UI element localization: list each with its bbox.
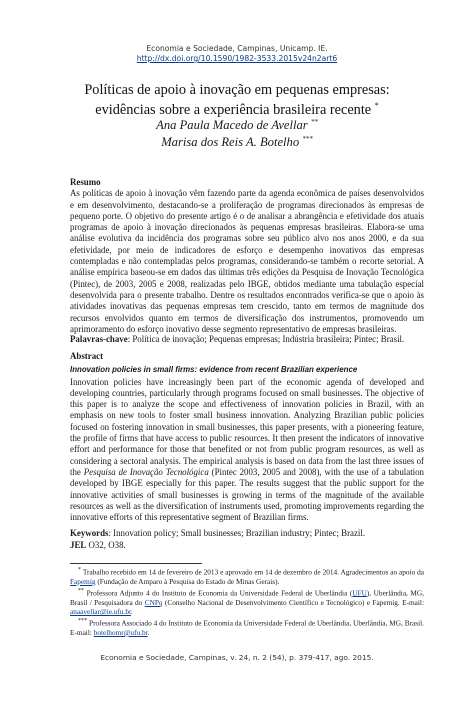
- jel-text: O32, O38.: [86, 540, 126, 550]
- title-line-1: Políticas de apoio à inovação em pequenas empresas:: [84, 82, 390, 98]
- resumo-section: [70, 177, 424, 335]
- footnote-2-text-b: ), Uberlândia, MG, Brasil / Pesquisadora do: [70, 588, 424, 607]
- palavras-chave-label: Palavras-chave: [70, 334, 128, 344]
- author-1-name: Ana Paula Macedo de Avellar: [156, 118, 308, 133]
- footnote-2-text-d: .: [131, 607, 133, 617]
- footnote-3-text-b: .: [147, 627, 150, 637]
- title-footnote-mark: *: [374, 101, 379, 110]
- footnote-1-text-b: (Fundação de Amparo à Pesquisa do Estado de Minas Gerais).: [95, 577, 280, 587]
- abstract-heading: Abstract: [70, 351, 104, 361]
- author-1: [40, 115, 434, 132]
- paper-title: [40, 82, 434, 118]
- footnote-divider: [70, 563, 202, 564]
- author-2-email-link[interactable]: botelhomr@ufu.br: [93, 627, 148, 637]
- abstract-text-part-2: (Pintec 2003, 2005 and 2008), with the use of a tabulation developed by IBGE especially for this paper. The results suggest that the public support for the innovative activities of small businesses is growing in terms of the magnitude of the available resources as well as the diversification of instruments used, promoting improvements regarding the innovative efforts of this representative segment of Brazilian firms.: [70, 466, 424, 523]
- author-2-mark: ***: [302, 135, 313, 144]
- author-1-email-link[interactable]: anaavellar@ie.ufu.br: [70, 607, 132, 617]
- palavras-chave-text: : Política de inovação; Pequenas empresas; Indústria brasileira; Pintec; Brasil.: [127, 334, 405, 344]
- keywords: [70, 528, 424, 539]
- abstract-title: Innovation policies in small firms: evidence from recent Brazilian experience: [70, 365, 358, 375]
- footnote-1: [70, 566, 424, 587]
- footnote-2-mark: **: [78, 587, 85, 594]
- ufu-link[interactable]: UFU: [352, 588, 367, 598]
- footnote-1-text-a: Trabalho recebido em 14 de fevereiro de 2013 e aprovado em 14 de dezembro de 2014. Agradecimentos ao apoio da: [81, 567, 424, 577]
- abstract-text: [70, 377, 424, 524]
- author-2-name: Marisa dos Reis A. Botelho: [161, 135, 300, 150]
- footnote-3-mark: ***: [78, 617, 88, 624]
- footnotes: [70, 566, 424, 637]
- abstract-text-italic: Pesquisa de Inovação Tecnológica: [83, 466, 209, 477]
- keywords-label: Keywords: [70, 528, 109, 538]
- footnote-3: [70, 617, 424, 638]
- page-footer: Economia e Sociedade, Campinas, v. 24, n. 2 (54), p. 379-417, ago. 2015.: [100, 653, 374, 662]
- journal-name: Economia e Sociedade, Campinas, Unicamp. IE.: [146, 44, 328, 53]
- resumo-text: As políticas de apoio à inovação vêm fazendo parte da agenda econômica de países desenvolvidos e em desenvolvimento, destacando-se a proliferação de programas direcionados às empresas de pequeno porte. O objetivo do presente artigo é o de analisar a abrangência e efetividade dos atuais programas de apoio à inovação direcionados às pequenas empresas brasileiras. Elabora-se uma análise evolutiva da incidência dos programas sobre seu público alvo nos anos 2000, e da sua efetividade, por meio de indicadores de esforço e desempenho inovativos das empresas contempladas e não contempladas pelos programas, considerando-se também o recorte setorial. A análise empírica baseou-se em dados das últimas três edições da Pesquisa de Inovação Tecnológica (Pintec), de 2003, 2005 e 2008, realizadas pelo IBGE, obtidos mediante uma tabulação especial desenvolvida para o presente trabalho. Dentre os resultados encontrados verifica-se que o apoio às atividades inovativas das pequenas empresas tem crescido, tanto em termos de magnitude dos recursos envolvidos quanto em termos de diversificação dos instrumentos, promovendo um aprimoramento do esforço inovativo desse segmento representativo de empresas brasileiras.: [70, 188, 424, 334]
- keywords-text: : Innovation policy; Small businesses; Brazilian industry; Pintec; Brazil.: [108, 528, 366, 538]
- doi-link[interactable]: http://dx.doi.org/10.1590/1982-3533.2015v24n2art6: [136, 54, 338, 63]
- abstract-text-part-1: Innovation policies have increasingly been part of the economic agenda of developed and developing countries, particularly through programs focused on small businesses. The objective of this paper is to analyze the scope and effectiveness of innovation policies in Brazil, with an emphasis on new tools to foster small business innovation. Analyzing Brazilian public policies focused on fostering innovation in small businesses, this paper presents, with a pioneering feature, the profile of firms that have access to public resources. It then present the indicators of innovative effort and performance for those that benefited or not from public program resources, as well as considering a sectoral analysis. The empirical analysis is based on data from the last three issues of the: [70, 376, 424, 477]
- author-1-mark: **: [310, 118, 318, 126]
- footnote-2-text-c: (Conselho Nacional de Desenvolvimento Científico e Tecnológico) e Fapemig. E-mail:: [162, 597, 424, 607]
- journal-header: [0, 44, 474, 64]
- jel-label: JEL: [70, 540, 87, 550]
- jel-codes: [70, 540, 424, 551]
- fapemig-link[interactable]: Fapemig: [70, 577, 96, 587]
- palavras-chave: [70, 334, 424, 345]
- footnote-2-text-a: Professora Adjunto 4 do Instituto de Economia da Universidade Federal de Uberlândia (: [84, 588, 353, 598]
- title-line-2-text: evidências sobre a experiência brasileira recente: [95, 101, 372, 118]
- footnote-1-mark: *: [78, 567, 82, 573]
- resumo-heading: Resumo: [70, 177, 101, 187]
- abstract-section: [70, 351, 424, 523]
- cnpq-link[interactable]: CNPq: [144, 597, 163, 607]
- author-list: [40, 115, 434, 149]
- footnote-2: [70, 587, 424, 617]
- author-2: [40, 132, 434, 149]
- footnote-3-text-a: Professora Associado 4 do Instituto de Economia da Universidade Federal de Uberlândia, Uberlândia, MG, Brasil. E-mail:: [70, 618, 424, 637]
